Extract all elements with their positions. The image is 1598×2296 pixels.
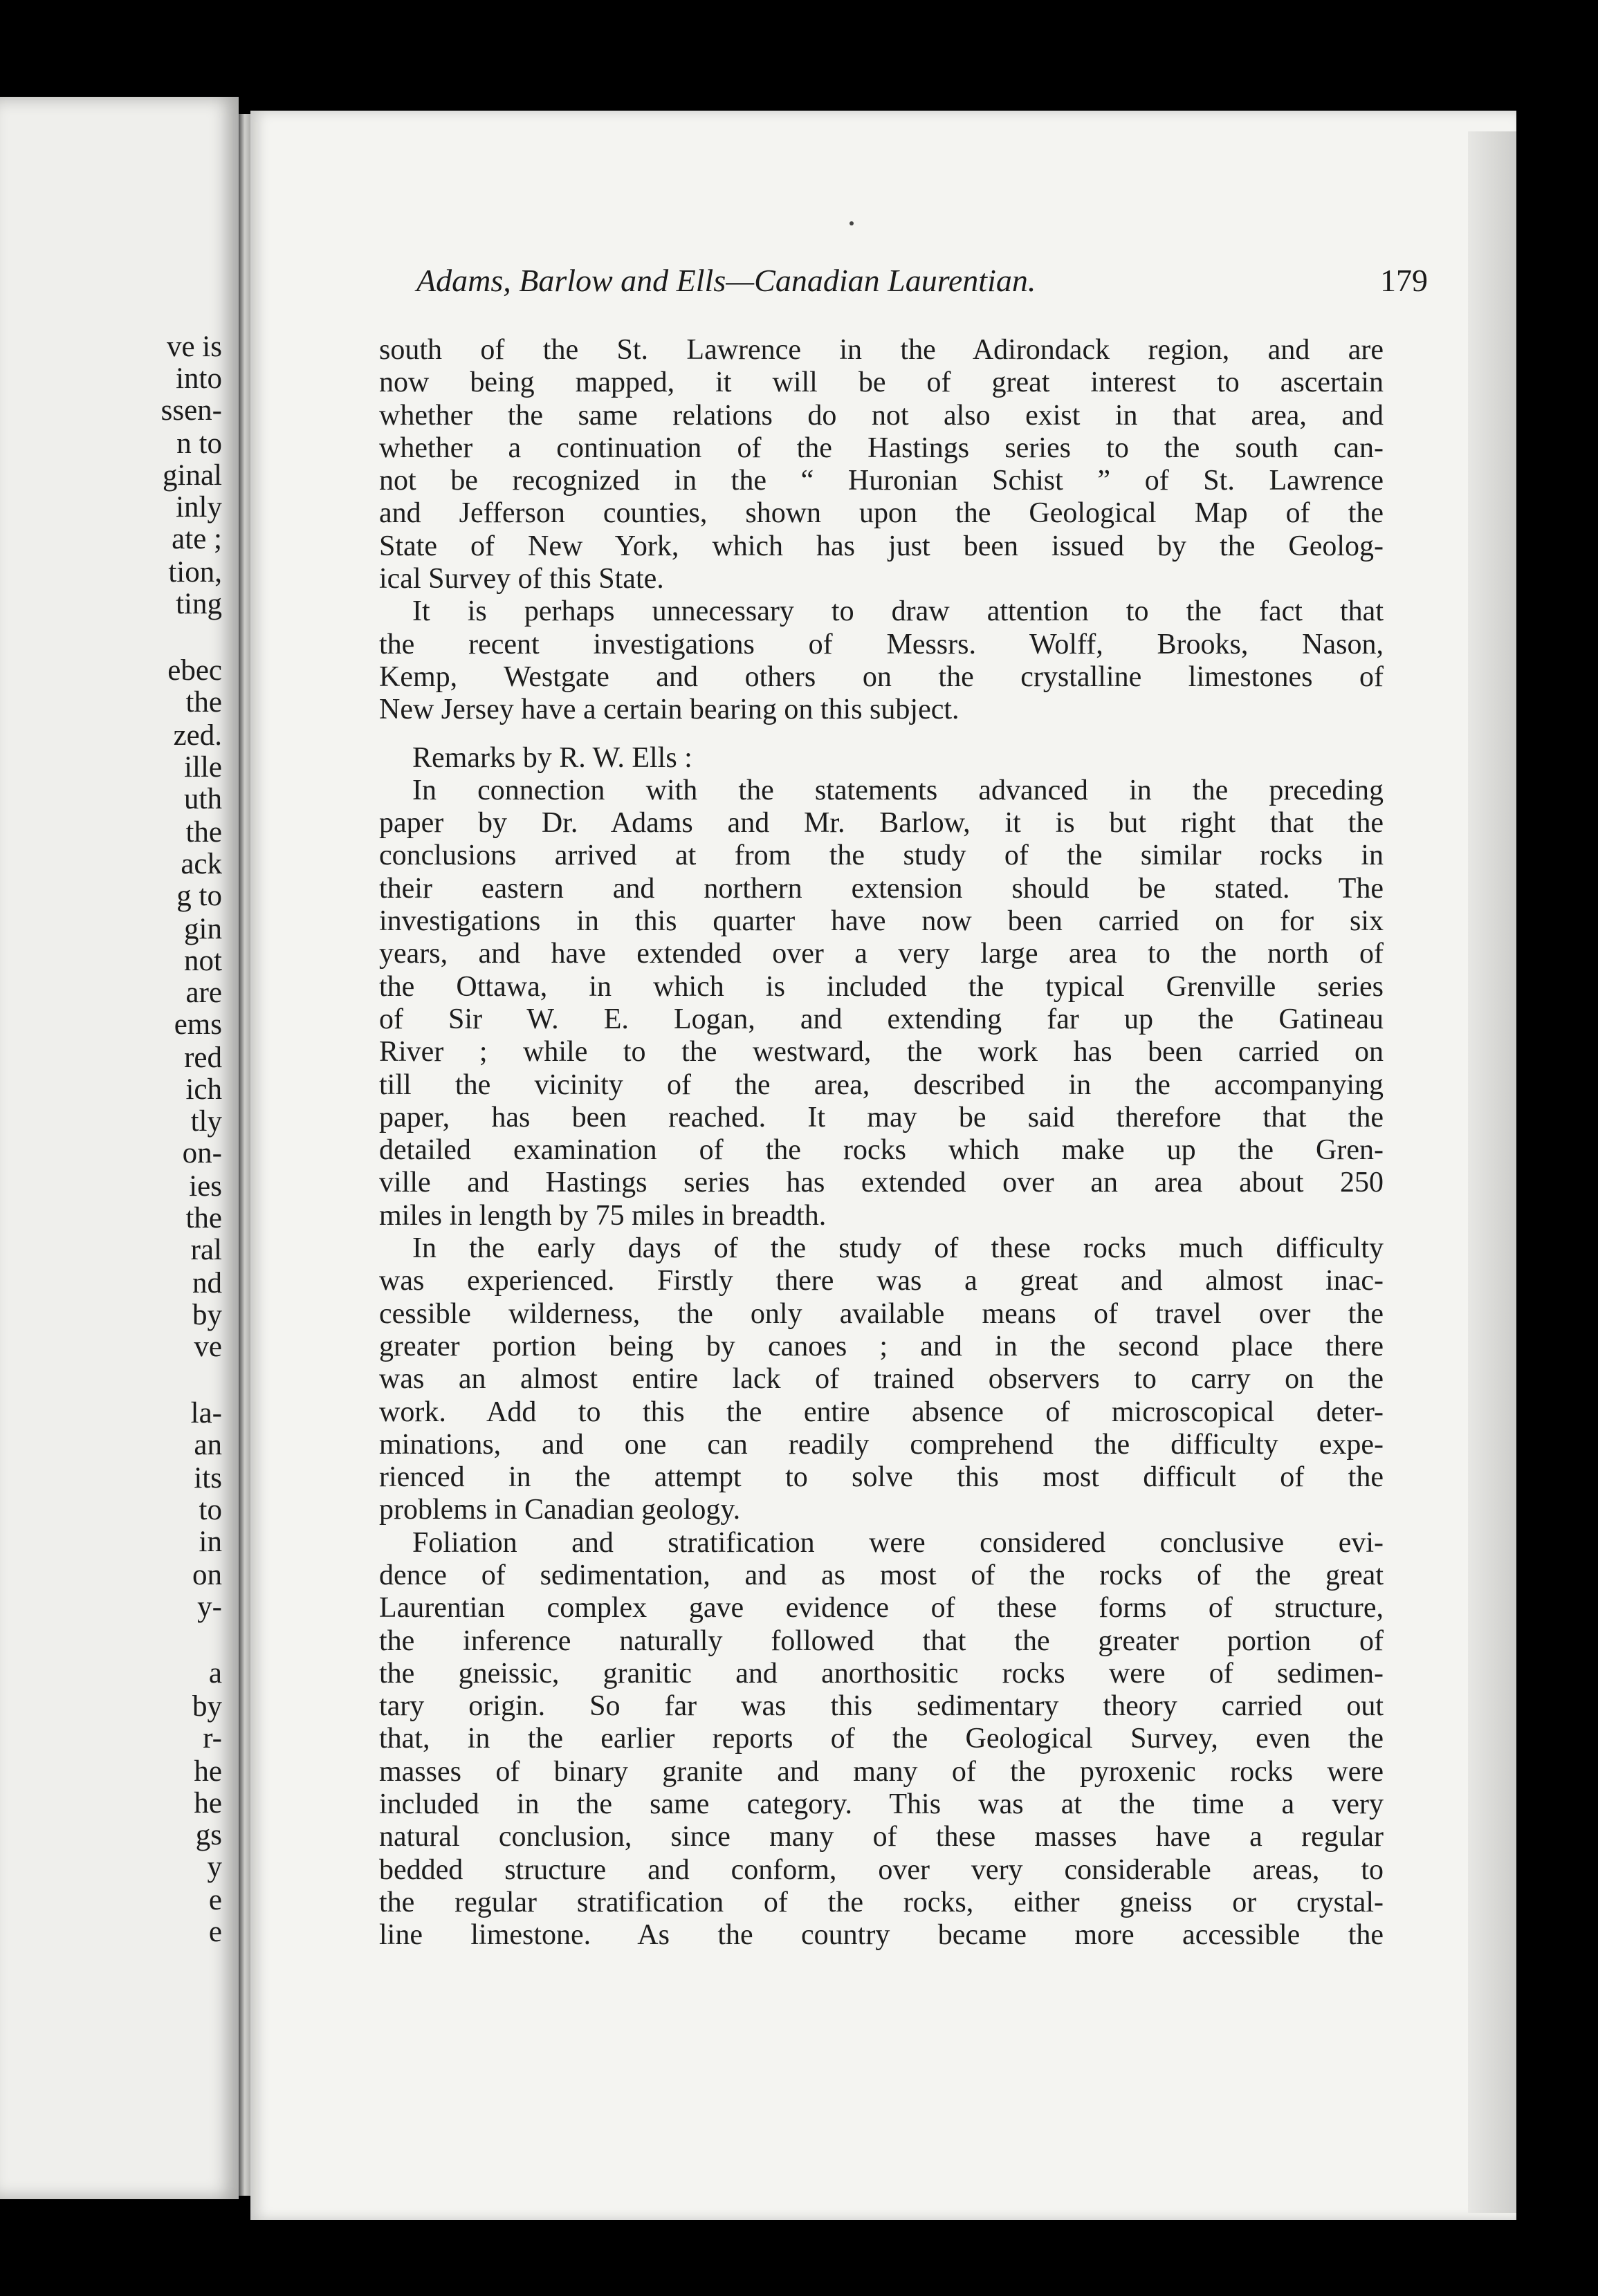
left-page-line-fragment: on- <box>182 1137 222 1169</box>
text-line: work. Add to this the entire absence of microscopical deter- <box>379 1396 1384 1428</box>
text-line: the gneissic, granitic and anorthositic rocks were of sedimen- <box>379 1657 1384 1689</box>
text-line: included in the same category. This was at the time a very <box>379 1788 1384 1821</box>
left-page-line-fragment: y <box>207 1851 222 1883</box>
left-page-line-fragment: the <box>185 1202 222 1234</box>
left-page-line-fragment: in <box>199 1526 222 1558</box>
text-line: the regular stratification of the rocks, either gneiss or crystal- <box>379 1886 1384 1918</box>
article-body <box>379 334 1384 1952</box>
left-page-line-fragment: ies <box>189 1170 222 1203</box>
text-line: investigations in this quarter have now been carried on for six <box>379 905 1384 938</box>
text-line: cessible wilderness, the only available means of travel over the <box>379 1297 1384 1330</box>
text-line: conclusions arrived at from the study of the similar rocks in <box>379 840 1384 872</box>
text-line: River ; while to the westward, the work has been carried on <box>379 1036 1384 1068</box>
text-line: whether a continuation of the Hastings series to the south can- <box>379 432 1384 464</box>
page-header <box>416 261 1428 300</box>
left-page-line-fragment: ille <box>184 751 222 784</box>
text-line: masses of binary granite and many of the pyroxenic rocks were <box>379 1755 1384 1788</box>
page-number: 179 <box>1380 263 1428 298</box>
left-page-line-fragment: by <box>192 1690 222 1723</box>
left-page-line-fragment: on <box>192 1559 222 1591</box>
left-page-line-fragment: red <box>184 1041 222 1074</box>
left-page-line-fragment: la- <box>190 1397 222 1429</box>
left-page-line-fragment: uth <box>184 783 222 815</box>
text-line: was experienced. Firstly there was a great and almost inac- <box>379 1265 1384 1297</box>
left-page-line-fragment: the <box>185 816 222 849</box>
text-line: natural conclusion, since many of these masses have a regular <box>379 1821 1384 1853</box>
text-line: tary origin. So far was this sedimentary theory carried out <box>379 1690 1384 1723</box>
text-line: till the vicinity of the area, described in the accompanying <box>379 1068 1384 1101</box>
section-heading: Remarks by R. W. Ells : <box>412 741 692 774</box>
right-page <box>250 111 1516 2220</box>
text-line: that, in the earlier reports of the Geological Survey, even the <box>379 1723 1384 1755</box>
left-page-line-fragment: n to <box>176 427 222 460</box>
left-page-line-fragment: the <box>185 686 222 719</box>
left-page-line-fragment: ve <box>194 1331 222 1363</box>
left-page-line-fragment: tion, <box>168 556 222 589</box>
text-line: line limestone. As the country became more accessible the <box>379 1919 1384 1952</box>
left-page-line-fragment: ve is <box>166 331 222 363</box>
text-line: paper, has been reached. It may be said therefore that the <box>379 1101 1384 1133</box>
left-page-line-fragment: ich <box>185 1073 222 1106</box>
left-page-line-fragment: ate ; <box>172 523 222 555</box>
left-page-line-fragment: e <box>208 1916 222 1948</box>
left-page-line-fragment: nd <box>192 1267 222 1299</box>
left-page-line-fragment: he <box>194 1755 222 1788</box>
text-line: not be recognized in the “ Huronian Schist ” of St. Lawrence <box>379 465 1384 497</box>
text-line: south of the St. Lawrence in the Adirondack region, and are <box>379 334 1384 366</box>
text-line: detailed examination of the rocks which make up the Gren- <box>379 1134 1384 1167</box>
text-line: dence of sedimentation, and as most of the rocks of the great <box>379 1559 1384 1591</box>
left-page-line-fragment: ral <box>190 1234 222 1266</box>
text-line: In the early days of the study of these rocks much difficulty <box>412 1232 1384 1265</box>
text-line: whether the same relations do not also exist in that area, and <box>379 399 1384 432</box>
left-page-line-fragment: are <box>185 976 222 1009</box>
text-line: problems in Canadian geology. <box>379 1494 741 1526</box>
left-page-line-fragment: ebec <box>167 654 222 687</box>
text-line: bedded structure and conform, over very considerable areas, to <box>379 1853 1384 1886</box>
left-page-line-fragment: ssen- <box>160 394 222 427</box>
left-page-line-fragment: by <box>192 1299 222 1331</box>
text-line: ical Survey of this State. <box>379 563 664 595</box>
left-page-line-fragment: into <box>176 362 222 395</box>
text-line: now being mapped, it will be of great interest to ascertain <box>379 367 1384 399</box>
left-page-line-fragment: tly <box>190 1105 222 1138</box>
text-line: paper by Dr. Adams and Mr. Barlow, it is but right that the <box>379 807 1384 840</box>
left-page-line-fragment: gin <box>184 913 222 945</box>
left-page-line-fragment: r- <box>203 1722 222 1755</box>
left-page-line-fragment: zed. <box>173 719 222 752</box>
left-page-line-fragment: an <box>194 1429 222 1461</box>
left-page-edge <box>0 97 239 2199</box>
left-page-line-fragment: he <box>194 1787 222 1820</box>
text-line: the Ottawa, in which is included the typical Grenville series <box>379 970 1384 1003</box>
text-line: In connection with the statements advanced in the preceding <box>412 774 1384 806</box>
left-page-line-fragment: e <box>208 1884 222 1916</box>
text-line: Kemp, Westgate and others on the crystalline limestones of <box>379 660 1384 693</box>
text-line: Foliation and stratification were considered conclusive evi- <box>412 1526 1384 1559</box>
text-line: New Jersey have a certain bearing on this subject. <box>379 694 959 726</box>
text-line: ville and Hastings series has extended over an area about 250 <box>379 1167 1384 1199</box>
text-line: miles in length by 75 miles in breadth. <box>379 1199 827 1232</box>
text-line: greater portion being by canoes ; and in the second place there <box>379 1330 1384 1362</box>
left-page-line-fragment: to <box>199 1494 222 1526</box>
text-line: Laurentian complex gave evidence of these forms of structure, <box>379 1592 1384 1624</box>
left-page-line-fragment: not <box>184 945 222 977</box>
text-line: minations, and one can readily comprehend the difficulty expe- <box>379 1428 1384 1461</box>
text-line: the inference naturally followed that the greater portion of <box>379 1624 1384 1657</box>
left-page-line-fragment: a <box>208 1657 222 1689</box>
left-page-line-fragment: ginal <box>163 459 222 492</box>
left-page-line-fragment: inly <box>176 491 222 524</box>
text-line: years, and have extended over a very large area to the north of <box>379 938 1384 970</box>
left-page-line-fragment: ems <box>174 1008 222 1041</box>
speck <box>849 221 854 225</box>
left-page-line-fragment: gs <box>195 1819 222 1851</box>
text-line: It is perhaps unnecessary to draw attention to the fact that <box>412 595 1384 628</box>
text-line: State of New York, which has just been issued by the Geolog- <box>379 530 1384 562</box>
text-line: their eastern and northern extension should be stated. The <box>379 872 1384 905</box>
left-page-line-fragment: y- <box>197 1591 222 1623</box>
text-line: of Sir W. E. Logan, and extending far up the Gatineau <box>379 1003 1384 1035</box>
text-line: rienced in the attempt to solve this most difficult of the <box>379 1461 1384 1494</box>
text-line: the recent investigations of Messrs. Wolff, Brooks, Nason, <box>379 628 1384 660</box>
text-line: was an almost entire lack of trained observers to carry on the <box>379 1363 1384 1396</box>
left-page-line-fragment: ack <box>181 848 222 880</box>
left-page-line-fragment: g to <box>176 880 222 912</box>
running-title: Adams, Barlow and Ells—Canadian Laurentian. <box>416 263 1036 298</box>
text-line: and Jefferson counties, shown upon the Geological Map of the <box>379 497 1384 530</box>
left-page-line-fragment: ting <box>176 588 222 620</box>
left-page-line-fragment: its <box>194 1462 222 1494</box>
